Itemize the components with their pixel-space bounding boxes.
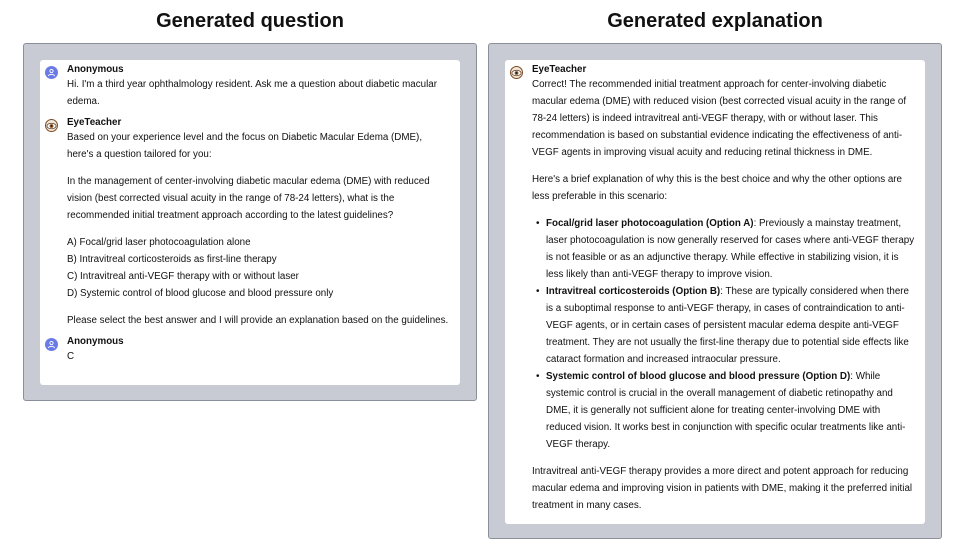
message-text: Hi. I'm a third year ophthalmology resident. Ask me a question about diabetic macular edema.	[67, 79, 437, 107]
explanation-chat-card	[505, 60, 925, 524]
list-item	[546, 283, 915, 368]
question-chat-card	[40, 60, 460, 385]
user-icon	[45, 338, 58, 351]
answer-option: C) Intravitreal anti-VEGF therapy with or without laser	[67, 271, 299, 282]
question-text: In the management of center-involving diabetic macular edema (DME) with reduced vision (best corrected visual acuity in the range of 78-24 letters), what is the recommended initial treatment approach according to the latest guidelines?	[67, 176, 430, 221]
bullet-title: Focal/grid laser photocoagulation (Option A)	[546, 218, 754, 229]
list-item	[546, 215, 915, 283]
explanation-lead: Here's a brief explanation of why this is the best choice and why the other options are less preferable in this scenario:	[532, 174, 903, 202]
eye-icon	[45, 119, 58, 132]
answer-option: B) Intravitreal corticosteroids as first-line therapy	[67, 254, 277, 265]
bullet-body: : Previously a mainstay treatment, laser photocoagulation is now generally reserved for cases where anti-VEGF therapy is not feasible or as an adjunctive therapy. While effective in stabilizing vision, it is less likely than anti-VEGF therapy to improve vision.	[546, 218, 915, 280]
explanation-chat-panel	[488, 43, 942, 539]
list-item	[546, 368, 915, 453]
message-author: Anonymous	[67, 336, 124, 347]
explanation-bullet-list	[532, 215, 915, 453]
message-author: EyeTeacher	[67, 117, 122, 128]
generated-question-heading: Generated question	[156, 10, 344, 32]
chat-message-assistant	[67, 117, 450, 329]
question-chat-panel	[23, 43, 477, 401]
generated-explanation-heading: Generated explanation	[607, 10, 823, 32]
message-closing: Please select the best answer and I will provide an explanation based on the guidelines.	[67, 315, 449, 326]
bullet-body: : While systemic control is crucial in the overall management of diabetic retinopathy and DME, it is generally not sufficient alone for treating center-involving DME with reduced vision. It works best in conjunction with specific ocular treatments like anti-VEGF therapy.	[546, 371, 906, 450]
bullet-title: Intravitreal corticosteroids (Option B)	[546, 286, 721, 297]
bullet-body: : These are typically considered when there is a suboptimal response to anti-VEGF therapy, in cases of contraindication to anti-VEGF agents, or in certain cases of persistent macular edema despite anti-VEGF treatment. They are not usually the first-line therapy due to potential side effects like cataract formation and increased intraocular pressure.	[546, 286, 909, 365]
message-intro: Based on your experience level and the focus on Diabetic Macular Edema (DME), here's a question tailored for you:	[67, 132, 423, 160]
eye-icon	[510, 66, 523, 79]
chat-message-user	[67, 64, 450, 110]
explanation-closing: Intravitreal anti-VEGF therapy provides a more direct and potent approach for reducing macular edema and improving vision in patients with DME, making it the preferred initial treatment in many cases.	[532, 466, 913, 511]
bullet-title: Systemic control of blood glucose and blood pressure (Option D)	[546, 371, 851, 382]
message-author: EyeTeacher	[532, 64, 587, 75]
chat-message-user	[67, 336, 450, 365]
message-author: Anonymous	[67, 64, 124, 75]
message-text: C	[67, 351, 75, 362]
answer-option: A) Focal/grid laser photocoagulation alone	[67, 237, 251, 248]
chat-message-assistant	[532, 64, 915, 514]
user-icon	[45, 66, 58, 79]
explanation-intro: Correct! The recommended initial treatment approach for center-involving diabetic macular edema (DME) with reduced vision (best corrected visual acuity in the range of 78-24 letters) is indeed intravitreal anti-VEGF therapy, with or without laser. This recommendation is based on substantial evidence indicating the effectiveness of anti-VEGF agents in improving visual acuity and reducing retinal thickness in DME.	[532, 79, 907, 158]
answer-option: D) Systemic control of blood glucose and blood pressure only	[67, 288, 334, 299]
